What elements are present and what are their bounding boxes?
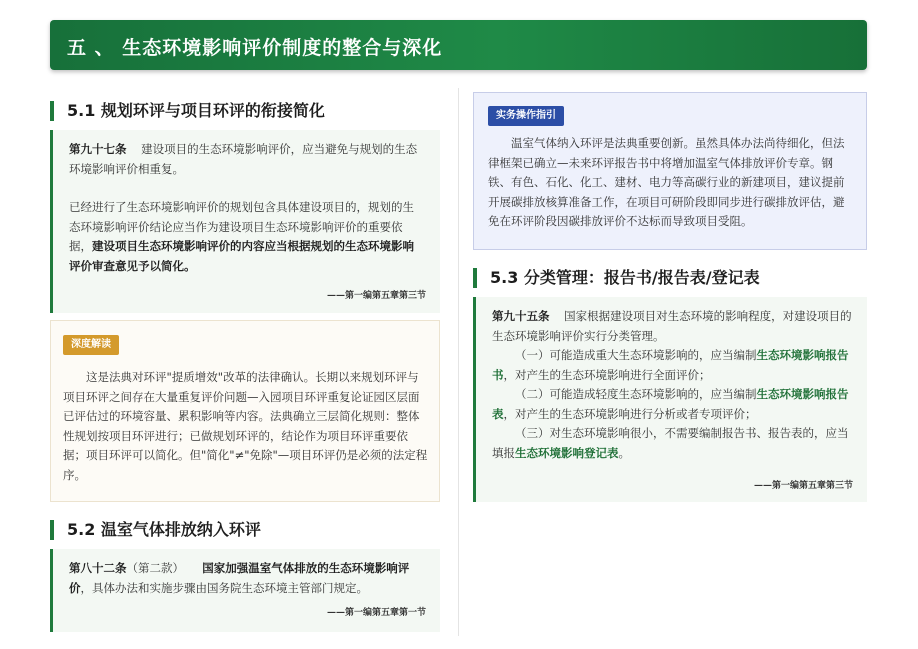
column-divider <box>458 88 459 636</box>
article-number: 第九十七条 <box>69 142 127 156</box>
item3-tail: 。 <box>618 445 630 460</box>
art95-item2 <box>492 385 852 424</box>
source-reference: ——第一编第五章第三节 <box>753 481 853 491</box>
art97-text1: 建设项目的生态环境影响评价，应当避免与规划的生态环境影响评价相重复。 <box>69 142 418 176</box>
article-number: 第八十二条 <box>69 561 127 575</box>
art95-item1 <box>492 346 852 385</box>
art82-emphasis: 国家加强温室气体排放的生态环境影响评价 <box>69 561 410 595</box>
article-number: 第九十五条 <box>492 309 550 323</box>
interpretation-text: 这是法典对环评"提质增效"改革的法律确认。长期以来规划环评与项目环评之间存在大量重复评价问题—入园项目环评重复论证园区层面已评估过的环境容量、累积影响等内容。法典确立三层简化规则：整体性规划按项目环评进行；已做规划环评的，结论作为项目环评重要依据；项目环评可以简化。但"简化"≠"免除"—项目环评仍是必须的法定程序。 <box>63 370 428 482</box>
art82-para <box>69 559 425 598</box>
item2-tail: ，对产生的生态环境影响进行分析或者专项评价； <box>503 406 757 421</box>
item1-tail: ，对产生的生态环境影响进行全面评价； <box>503 367 711 382</box>
section-heading-5-1: 5.1 规划环评与项目环评的衔接简化 <box>50 101 325 121</box>
practice-text: 温室气体纳入环评是法典重要创新。虽然具体办法尚待细化，但法律框架已确立—未来环评报告书中将增加温室气体排放评价专章。钢铁、有色、石化、化工、建材、电力等高碳行业的新建项目，建议提前开展碳排放核算准备工作，在项目可研阶段即同步进行碳排放评估，避免在环评阶段因碳排放评价不达标而导致项目受阻。 <box>488 136 845 228</box>
item2-emphasis: 生态环境影响报告表 <box>492 387 849 421</box>
item2-text: （二）可能造成轻度生态环境影响的，应当编制 <box>515 387 757 401</box>
art95-item3 <box>492 424 852 463</box>
practice-badge: 实务操作指引 <box>488 106 564 126</box>
item3-emphasis: 生态环境影响登记表 <box>515 445 619 460</box>
item3-text: （三）对生态环境影响很小，不需要编制报告书、报告表的，应当填报 <box>492 426 849 460</box>
section-banner <box>50 20 867 70</box>
art95-intro <box>492 307 852 346</box>
art82-text: ，具体办法和实施步骤由国务院生态环境主管部门规定。 <box>80 580 368 595</box>
interpretation-box <box>50 320 440 502</box>
art97-emphasis: 建设项目生态环境影响评价的内容应当根据规划的生态环境影响评价审查意见予以简化。 <box>69 239 414 273</box>
art95-intro-text: 国家根据建设项目对生态环境的影响程度，对建设项目的生态环境影响评价实行分类管理。 <box>492 309 852 343</box>
section-heading-5-2: 5.2 温室气体排放纳入环评 <box>50 520 261 540</box>
art97-para1 <box>69 140 425 179</box>
practice-guide-box <box>473 92 867 250</box>
art97-text2: 已经进行了生态环境影响评价的规划包含具体建设项目的，规划的生态环境影响评价结论应当作为建设项目生态环境影响评价的重要依据， <box>69 200 414 253</box>
law-quote-art97 <box>50 130 440 313</box>
banner-title: 五 、 生态环境影响评价制度的整合与深化 <box>67 37 443 59</box>
section-heading-5-3: 5.3 分类管理：报告书/报告表/登记表 <box>473 268 760 288</box>
interpretation-badge: 深度解读 <box>63 335 119 355</box>
art97-para2 <box>69 198 425 276</box>
item1-text: （一）可能造成重大生态环境影响的，应当编制 <box>515 348 757 362</box>
source-reference: ——第一编第五章第三节 <box>326 291 426 301</box>
law-quote-art82 <box>50 549 440 632</box>
source-reference: ——第一编第五章第一节 <box>326 608 426 618</box>
item1-emphasis: 生态环境影响报告书 <box>492 348 849 382</box>
paragraph-note: （第二款） <box>126 561 184 575</box>
law-quote-art95 <box>473 297 867 502</box>
